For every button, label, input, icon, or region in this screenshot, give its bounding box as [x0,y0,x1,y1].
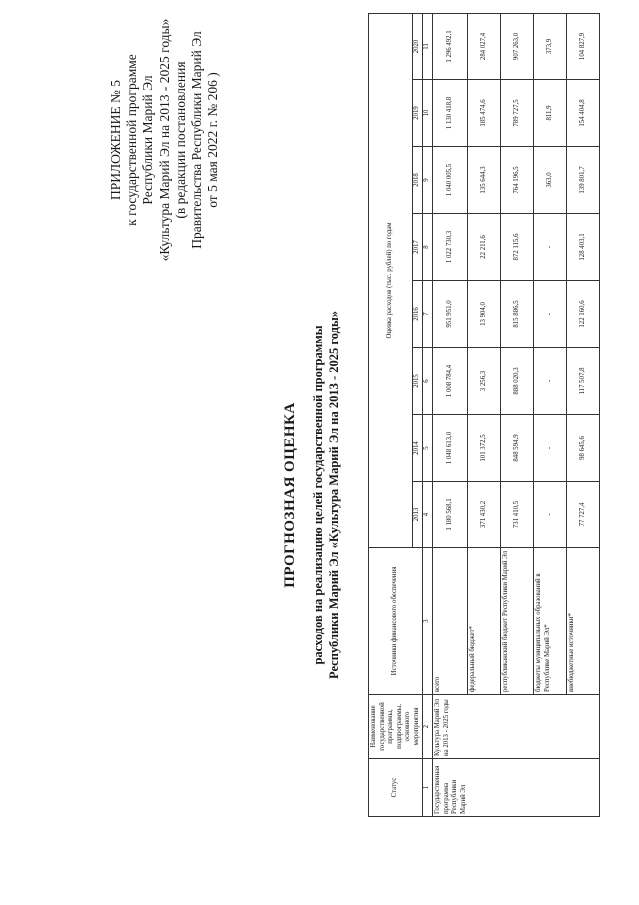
column-index: 6 [423,348,433,415]
header-year: 2020 [413,13,423,79]
source-cell: бюджеты муниципальных образований в Республике Марий Эл* [534,548,567,695]
appendix-line: к государственной программе [124,54,140,226]
value-cell: - [534,214,567,281]
source-cell: республиканский бюджет Республики Марий Эл [501,548,534,695]
value-cell: 811,9 [534,80,567,147]
header-estimate: Оценка расходов (тыс. рублей) по годам [369,13,413,547]
column-index: 8 [423,214,433,281]
header-year: 2016 [413,281,423,348]
appendix-block [108,15,221,265]
value-cell: 1 008 784,4 [433,348,468,415]
value-cell: 128 403,1 [567,214,600,281]
value-cell: 1 048 613,0 [433,415,468,482]
column-index: 4 [423,482,433,548]
appendix-line: ПРИЛОЖЕНИЕ № 5 [108,79,123,201]
header-year: 2017 [413,214,423,281]
value-cell: 373,9 [534,13,567,79]
value-cell: 731 410,5 [501,482,534,548]
column-index: 3 [423,548,433,695]
value-cell: 122 160,6 [567,281,600,348]
document-heading [280,205,342,785]
value-cell: 1 296 492,1 [433,13,468,79]
appendix-line: «Культура Марий Эл на 2013 - 2025 годы» [156,18,172,262]
value-cell: 1 022 730,3 [433,214,468,281]
value-cell: 154 404,8 [567,80,600,147]
value-cell: 848 594,9 [501,415,534,482]
value-cell: 117 507,8 [567,348,600,415]
value-cell: 3 256,3 [468,348,501,415]
appendix-line: (в редакции постановления [172,61,188,219]
value-cell: - [534,348,567,415]
value-cell: 371 430,2 [468,482,501,548]
value-cell: 815 886,5 [501,281,534,348]
value-cell: - [534,482,567,548]
header-status: Статус [369,759,423,817]
status-cell: Государственная программа Республики Марий Эл [433,759,600,817]
program-name-cell: Культура Марий Эл на 2013 - 2025 годы [433,695,600,759]
source-cell: внебюджетные источники* [567,548,600,695]
value-cell: 135 644,3 [468,147,501,214]
value-cell: 1 040 005,5 [433,147,468,214]
header-year: 2018 [413,147,423,214]
column-index: 9 [423,147,433,214]
value-cell: 139 801,7 [567,147,600,214]
header-source: Источники финансового обеспечения [369,548,423,695]
value-cell: 907 263,0 [501,13,534,79]
value-cell: 284 027,4 [468,13,501,79]
value-cell: 104 827,9 [567,13,600,79]
value-cell: 951 951,0 [433,281,468,348]
table-row [433,13,468,816]
header-year: 2014 [413,415,423,482]
value-cell: 1 130 418,8 [433,80,468,147]
document-subtitle-2: Республики Марий Эл «Культура Марий Эл на 2013 - 2025 годы» [327,311,341,679]
value-cell: 1 180 568,1 [433,482,468,548]
document-title: ПРОГНОЗНАЯ ОЦЕНКА [282,402,298,588]
source-cell: всего [433,548,468,695]
header-year: 2013 [413,482,423,548]
source-cell: федеральный бюджет* [468,548,501,695]
value-cell: 185 474,6 [468,80,501,147]
header-year: 2019 [413,80,423,147]
value-cell: 789 727,5 [501,80,534,147]
appendix-line: Правительства Республики Марий Эл [189,31,205,249]
column-index: 10 [423,80,433,147]
header-name: Наименование государственной программы, подпрограммы, основного мероприятия [369,695,423,759]
appendix-line: от 5 мая 2022 г. № 206 ) [205,72,221,208]
value-cell: 888 020,3 [501,348,534,415]
column-index: 5 [423,415,433,482]
header-year: 2015 [413,348,423,415]
column-index: 1 [423,759,433,817]
column-index: 7 [423,281,433,348]
value-cell: 764 196,5 [501,147,534,214]
appendix-line: Республики Марий Эл [140,75,156,205]
value-cell: - [534,281,567,348]
value-cell: 872 115,6 [501,214,534,281]
document-subtitle: расходов на реализацию целей государственной программы [311,325,325,665]
value-cell: 101 372,5 [468,415,501,482]
value-cell: - [534,415,567,482]
value-cell: 22 211,6 [468,214,501,281]
value-cell: 13 904,0 [468,281,501,348]
column-index: 2 [423,695,433,759]
expense-table [368,13,600,817]
column-index: 11 [423,13,433,79]
value-cell: 77 727,4 [567,482,600,548]
value-cell: 363,0 [534,147,567,214]
value-cell: 98 645,6 [567,415,600,482]
